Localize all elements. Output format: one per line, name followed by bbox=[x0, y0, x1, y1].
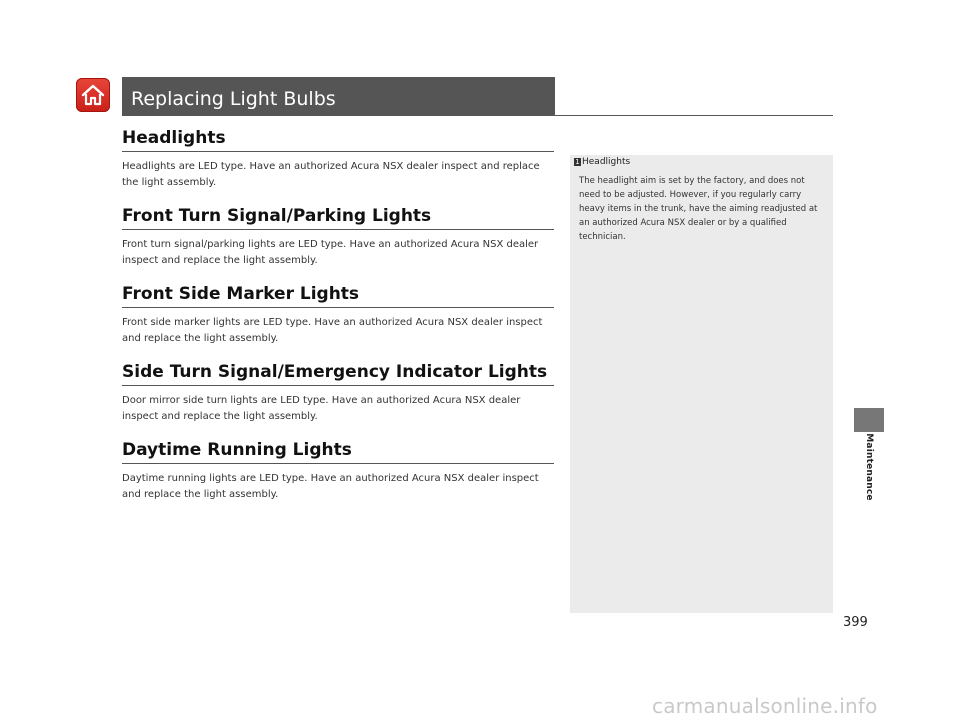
section-body: Front turn signal/parking lights are LED type. Have an authorized Acura NSX dealer inspect and replace the light assembly. bbox=[122, 239, 539, 266]
section-heading: Front Side Marker Lights bbox=[122, 284, 554, 308]
title-divider bbox=[122, 115, 833, 116]
side-note-panel bbox=[570, 155, 833, 613]
section-heading: Headlights bbox=[122, 128, 554, 152]
section-heading: Side Turn Signal/Emergency Indicator Lights bbox=[122, 362, 554, 386]
section-heading: Daytime Running Lights bbox=[122, 440, 554, 464]
chapter-tab-label[interactable]: Maintenance bbox=[864, 433, 874, 501]
chapter-tab[interactable] bbox=[854, 408, 884, 432]
section-body: Headlights are LED type. Have an authorized Acura NSX dealer inspect and replace the light assembly. bbox=[122, 161, 540, 188]
note-reference-icon: 1 bbox=[575, 158, 580, 166]
side-note-text: The headlight aim is set by the factory, and does not need to be adjusted. However, if you regularly carry heavy items in the trunk, have the aiming readjusted at an authorized Acura NSX dealer or by a qualified technician. bbox=[579, 176, 818, 242]
section-daytime-running bbox=[122, 440, 554, 503]
side-note-title[interactable] bbox=[574, 157, 630, 167]
section-body: Daytime running lights are LED type. Have an authorized Acura NSX dealer inspect and replace the light assembly. bbox=[122, 473, 539, 500]
section-headlights bbox=[122, 128, 554, 191]
page-title-bar bbox=[122, 77, 555, 115]
side-note-title-text: Headlights bbox=[582, 157, 631, 167]
page-number: 399 bbox=[843, 615, 868, 630]
section-body: Front side marker lights are LED type. Have an authorized Acura NSX dealer inspect and replace the light assembly. bbox=[122, 317, 543, 344]
section-body: Door mirror side turn lights are LED type. Have an authorized Acura NSX dealer inspect and replace the light assembly. bbox=[122, 395, 521, 422]
section-side-turn-signal bbox=[122, 362, 554, 425]
page-title: Replacing Light Bulbs bbox=[131, 88, 336, 110]
home-icon bbox=[81, 84, 105, 106]
section-front-side-marker bbox=[122, 284, 554, 347]
section-front-turn-signal bbox=[122, 206, 554, 269]
section-heading: Front Turn Signal/Parking Lights bbox=[122, 206, 554, 230]
home-button[interactable] bbox=[76, 78, 110, 112]
watermark: carmanualsonline.info bbox=[652, 694, 878, 718]
